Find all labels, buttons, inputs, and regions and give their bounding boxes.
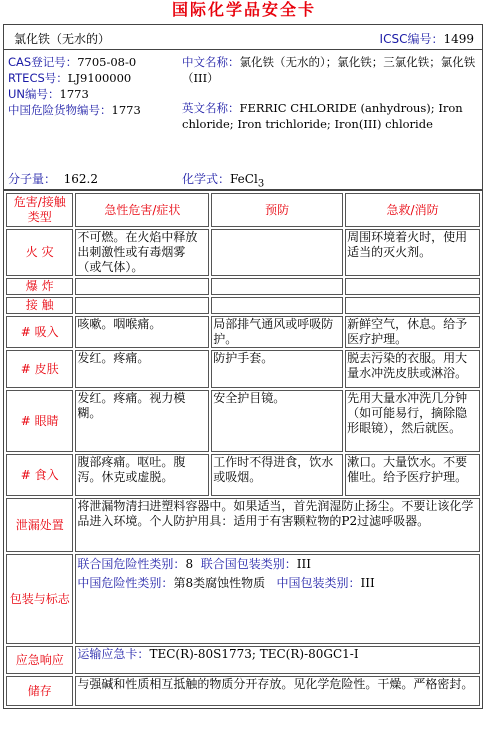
rtecs-label: RTECS号： — [8, 71, 68, 85]
formula-subscript: 3 — [257, 178, 265, 190]
row-label-storage: 储存 — [6, 676, 73, 706]
skin-prevent: 防护手套。 — [211, 350, 343, 388]
contact-aid — [345, 297, 480, 314]
un-class-label: 联合国危险性类别： — [77, 557, 186, 571]
cn-name-value: 氯化铁（无水的）；氯化铁；三氯化铁；氯化铁（III） — [182, 55, 476, 85]
cn-danger-label: 中国危险货物编号： — [8, 103, 112, 117]
cn-pack-label: 中国包装类别： — [276, 576, 361, 590]
table-header-row — [6, 193, 480, 227]
header-prevention: 预防 — [211, 193, 343, 227]
contact-symptom — [75, 297, 209, 314]
mw-value: 162.2 — [63, 172, 99, 186]
explosion-prevent — [211, 278, 343, 295]
un-pack-label: 联合国包装类别： — [200, 557, 297, 571]
en-name-line — [182, 100, 477, 132]
row-label-fire: 火 灾 — [6, 229, 73, 276]
un-pack-value: III — [296, 557, 311, 571]
row-label-ingestion: # 食入 — [6, 454, 73, 496]
cn-class-value: 第8类腐蚀性物质 — [173, 576, 266, 590]
fire-prevent — [211, 229, 343, 276]
explosion-symptom — [75, 278, 209, 295]
hazard-table — [3, 190, 483, 709]
registry-numbers — [8, 54, 178, 118]
table-row — [6, 646, 480, 674]
fire-aid: 周围环境着火时，使用适当的灭火剂。 — [345, 229, 480, 276]
inhalation-aid: 新鲜空气，休息。给予医疗护理。 — [345, 316, 480, 348]
names-block — [182, 54, 477, 132]
identifiers-section — [3, 50, 483, 190]
cn-danger-line — [8, 102, 178, 118]
eyes-prevent: 安全护目镜。 — [211, 390, 343, 452]
row-label-inhalation: # 吸入 — [6, 316, 73, 348]
table-row — [6, 454, 480, 496]
chemical-formula — [182, 170, 264, 189]
row-label-package: 包装与标志 — [6, 554, 73, 644]
header-symptoms: 急性危害/症状 — [75, 193, 209, 227]
cn-name-label: 中文名称： — [182, 55, 240, 69]
un-class-value: 8 — [185, 557, 194, 571]
leak-text: 将泄漏物清扫进塑料容器中。如果适当，首先润湿防止扬尘。不要让该化学品进入环境。个人防护用具：适用于有害颗粒物的P2过滤呼吸器。 — [75, 498, 480, 552]
eyes-aid: 先用大量水冲洗几分钟（如可能易行，摘除隐形眼镜），然后就医。 — [345, 390, 480, 452]
ingestion-aid: 漱口。大量饮水。不要催吐。给予医疗护理。 — [345, 454, 480, 496]
icsc-number — [380, 30, 474, 47]
cn-class-label: 中国危险性类别： — [77, 576, 174, 590]
table-row — [6, 229, 480, 276]
formula-main: FeCl — [230, 172, 258, 186]
table-row — [6, 390, 480, 452]
table-row — [6, 350, 480, 388]
storage-text: 与强碱和性质相互抵触的物质分开存放。见化学危险性。干燥。严格密封。 — [75, 676, 480, 706]
un-label: UN编号： — [8, 87, 60, 101]
row-label-leak: 泄漏处置 — [6, 498, 73, 552]
table-row — [6, 297, 480, 314]
table-row — [6, 316, 480, 348]
inhalation-prevent: 局部排气通风或呼吸防护。 — [211, 316, 343, 348]
package-text — [75, 554, 480, 644]
cas-label: CAS登记号： — [8, 55, 78, 69]
un-value: 1773 — [59, 87, 89, 101]
en-name-label: 英文名称： — [182, 101, 240, 115]
row-label-contact: 接 触 — [6, 297, 73, 314]
cas-value: 7705-08-0 — [77, 55, 137, 69]
chemical-name: 氯化铁（无水的） — [14, 32, 111, 46]
table-row — [6, 676, 480, 706]
contact-prevent — [211, 297, 343, 314]
formula-label: 化学式： — [182, 172, 231, 186]
header-hazard-type: 危害/接触类型 — [6, 193, 73, 227]
en-name-value: FERRIC CHLORIDE (anhydrous); Iron chloride; Iron trichloride; Iron(III) chloride — [182, 101, 463, 131]
rtecs-line — [8, 70, 178, 86]
table-row — [6, 498, 480, 552]
row-label-eyes: # 眼睛 — [6, 390, 73, 452]
cas-line — [8, 54, 178, 70]
explosion-aid — [345, 278, 480, 295]
table-row — [6, 278, 480, 295]
rtecs-value: LJ9100000 — [67, 71, 132, 85]
row-label-skin: # 皮肤 — [6, 350, 73, 388]
ingestion-prevent: 工作时不得进食，饮水或吸烟。 — [211, 454, 343, 496]
mw-label: 分子量： — [8, 172, 57, 186]
icsc-label: ICSC编号： — [379, 32, 444, 46]
emergency-card-value: TEC(R)-80S1773; TEC(R)-80GC1-I — [149, 647, 359, 661]
emergency-card-label: 运输应急卡： — [77, 647, 150, 661]
header-first-aid: 急救/消防 — [345, 193, 480, 227]
row-label-emergency: 应急响应 — [6, 646, 73, 674]
ingestion-symptom: 腹部疼痛。呕吐。腹泻。休克或虚脱。 — [75, 454, 209, 496]
page-title: 国际化学品安全卡 — [171, 0, 316, 19]
fire-symptom: 不可燃。在火焰中释放出刺激性或有毒烟雾（或气体）。 — [75, 229, 209, 276]
skin-aid: 脱去污染的衣服。用大量水冲洗皮肤或淋浴。 — [345, 350, 480, 388]
un-line — [8, 86, 178, 102]
molecular-weight — [8, 170, 98, 187]
cn-danger-value: 1773 — [111, 103, 141, 117]
cn-pack-value: III — [360, 576, 375, 590]
emergency-text — [75, 646, 480, 674]
table-row — [6, 554, 480, 644]
eyes-symptom: 发红。疼痛。视力模糊。 — [75, 390, 209, 452]
icsc-value: 1499 — [443, 32, 474, 46]
skin-symptom: 发红。疼痛。 — [75, 350, 209, 388]
cn-name-line — [182, 54, 477, 86]
header-bar — [3, 24, 483, 50]
inhalation-symptom: 咳嗽。咽喉痛。 — [75, 316, 209, 348]
row-label-explosion: 爆 炸 — [6, 278, 73, 295]
